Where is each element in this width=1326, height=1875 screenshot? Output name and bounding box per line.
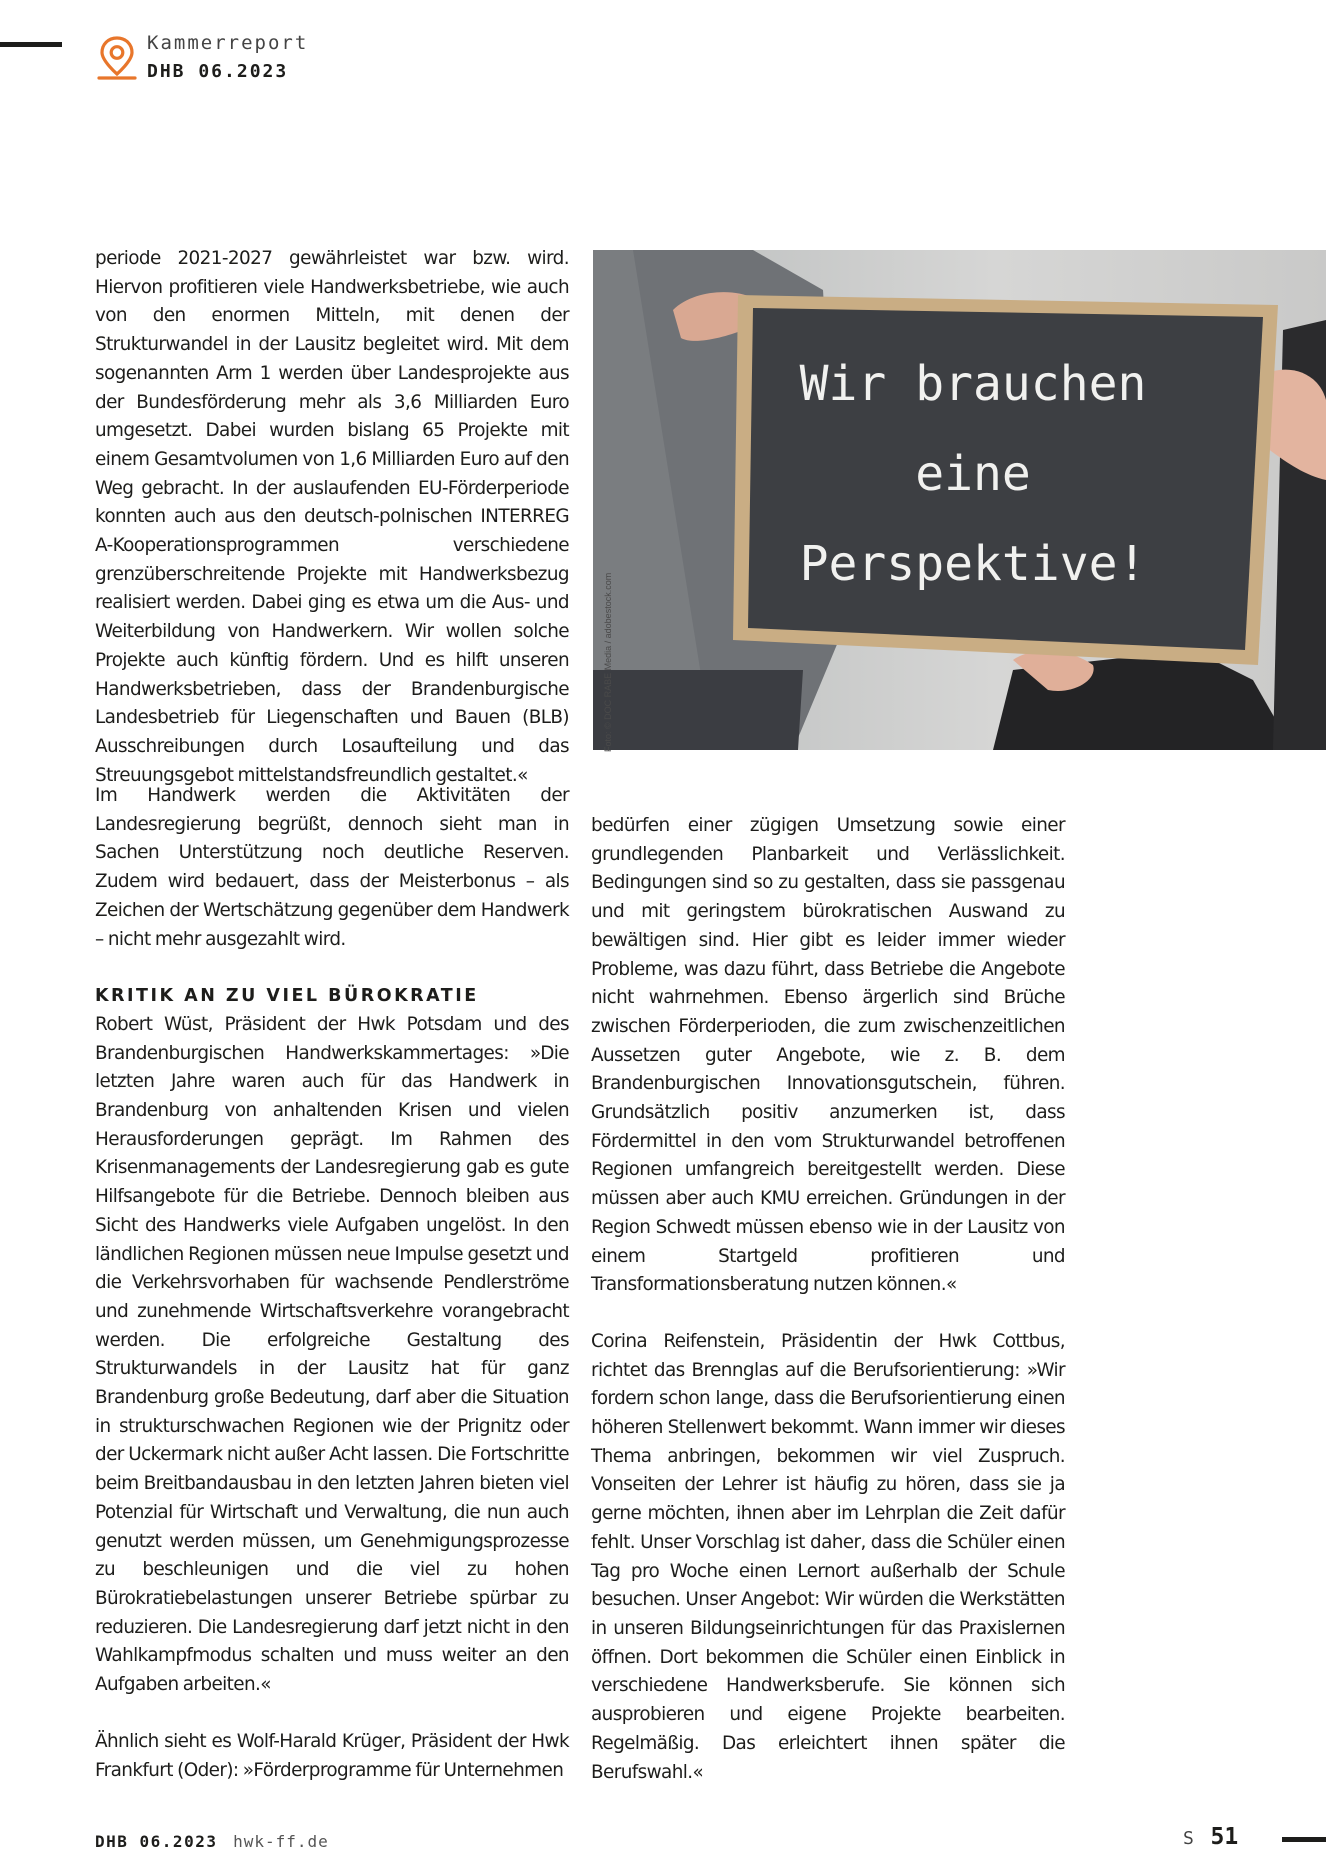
- paragraph-reifenstein: Corina Reifenstein, Präsidentin der Hwk Cottbus, richtet das Brennglas auf die Berufsorientierung: »Wir fordern schon lange, dass die Berufsorientierung einen höheren Stellenwert bekommt. Wann immer wir dieses Thema anbringen, bekommen wir viel Zuspruch. Vonseiten der Lehrer ist häufig zu hören, dass sie ja gerne möchten, ihnen aber im Lehrplan die Zeit dafür fehlt. Unser Vorschlag ist daher, dass die Schüler einen Tag pro Woche einen Lernort außerhalb der Schule besuchen. Unser Angebot: Wir würden die Werkstätten in unseren Bildungseinrichtungen für das Praxislernen öffnen. Dort bekommen die Schüler einen Einblick in verschiedene Handwerksberufe. Sie können sich ausprobieren und eigene Projekte bearbeiten. Regelmäßig. Das erleichtert ihnen später die Berufswahl.«: [591, 1330, 1065, 1783]
- sign-line-3: Perspektive!: [799, 536, 1147, 592]
- page-number-block: [1183, 1824, 1238, 1850]
- header-rule: [0, 42, 62, 47]
- chalkboard-photo: [593, 250, 1326, 750]
- sign-line-2: eine: [915, 446, 1031, 502]
- sign-line-1: Wir brauchen: [799, 356, 1147, 412]
- location-pin-icon: [96, 34, 138, 82]
- subheading: KRITIK AN ZU VIEL BÜROKRATIE: [95, 986, 479, 1007]
- paragraph-intro: Im Handwerk werden die Aktivitäten der Landesregierung begrüßt, dennoch sieht man in Sachen Unterstützung noch deutliche Reserven. Zudem wird bedauert, dass der Meisterbonus – als Zeichen der Wertschätzung gegenüber dem Handwerk – nicht mehr ausgezahlt wird.: [95, 785, 569, 950]
- footer-issue: DHB 06.2023: [95, 1832, 218, 1851]
- page-number: 51: [1210, 1824, 1239, 1850]
- footer-url: hwk-ff.de: [233, 1832, 329, 1851]
- photo-credit: Foto: © DOC RABE Media / adobestock.com: [603, 572, 613, 752]
- paragraph-krueger-continued: bedürfen einer zügigen Umsetzung sowie einer grundlegenden Planbarkeit und Verlässlichkeit. Bedingungen sind so zu gestalten, dass sie passgenau und mit geringstem bürokratischen Auswand zu bewältigen sind. Hier gibt es leider immer wieder Probleme, was dazu führt, dass Betriebe die Angebote nicht wahrnehmen. Ebenso ärgerlich sind Brüche zwischen Förderperioden, die zum zwischenzeitlichen Aussetzen guter Angebote, wie z. B. dem Brandenburgischen Innovationsgutschein, führen. Grundsätzlich positiv anzumerken ist, dass Fördermittel in den vom Strukturwandel betroffenen Regionen umfangreich bereitgestellt werden. Diese müssen aber auch KMU erreichen. Gründungen in der Region Schwedt müssen ebenso wie in der Lausitz von einem Startgeld profitieren und Transformationsberatung nutzen können.«: [591, 815, 1065, 1296]
- paragraph-wuest: Robert Wüst, Präsident der Hwk Potsdam und des Brandenburgischen Handwerkskammertages: »Die letzten Jahre waren auch für das Handwerk in Brandenburg von anhaltenden Krisen und vielen Herausforderungen geprägt. Im Rahmen des Krisenmanagements der Landesregierung gab es gute Hilfsangebote für die Betriebe. Dennoch bleiben aus Sicht des Handwerks viele Aufgaben ungelöst. In den ländlichen Regionen müssen neue Impulse gesetzt und die Verkehrsvorhaben für wachsende Pendlerströme und zunehmende Wirtschaftsverkehre vorangebracht werden. Die erfolgreiche Gestaltung des Strukturwandels in der Lausitz hat für ganz Brandenburg große Bedeutung, darf aber die Situation in strukturschwachen Regionen wie der Prignitz oder der Uckermark nicht außer Acht lassen. Die Fortschritte beim Breitbandausbau in den letzten Jahren bieten viel Potenzial für Wirtschaft und Verwaltung, die nun auch genutzt werden müssen, um Genehmigungsprozesse zu beschleunigen und die viel zu hohen Bürokratiebelastungen unserer Betriebe spürbar zu reduzieren. Die Landesregierung darf jetzt nicht in den Wahlkampfmodus schalten und muss weiter an den Aufgaben arbeiten.«: [95, 1013, 569, 1696]
- article-column-top: [95, 245, 569, 818]
- footer-rule: [1282, 1837, 1326, 1842]
- footer-left: [95, 1832, 329, 1851]
- article-photo: [593, 250, 1326, 750]
- paragraph-funding: periode 2021-2027 gewährleistet war bzw. wird. Hiervon profitieren viele Handwerksbetriebe, wie auch von den enormen Mitteln, mit denen der Strukturwandel in der Lausitz begleitet wird. Mit dem sogenannten Arm 1 werden über Landesprojekte aus der Bundesförderung mehr als 3,6 Milliarden Euro umgesetzt. Dabei wurden bislang 65 Projekte mit einem Gesamtvolumen von 1,6 Milliarden Euro auf den Weg gebracht. In der auslaufenden EU-Förderperiode konnten auch aus den deutsch-polnischen INTERREG A-Kooperationsprogrammen verschiedene grenzüberschreitende Projekte mit Handwerksbezug realisiert werden. Dabei ging es etwa um die Aus- und Weiterbildung von Handwerkern. Wir wollen solche Projekte auch künftig fördern. Und es hilft unseren Handwerksbetrieben, dass der Brandenburgische Landesbetrieb für Liegenschaften und Bauen (BLB) Ausschreibungen durch Losaufteilung und das Streuungsgebot mittelstandsfreundlich gestaltet.«: [95, 248, 569, 786]
- article-column-right: [591, 812, 1065, 1815]
- page-prefix: S: [1183, 1828, 1195, 1849]
- section-kicker: Kammerreport: [147, 32, 309, 54]
- article-column-left: [95, 782, 569, 1813]
- issue-label: DHB 06.2023: [147, 61, 289, 82]
- paragraph-krueger-start: Ähnlich sieht es Wolf-Harald Krüger, Präsident der Hwk Frankfurt (Oder): »Förderprogramme für Unternehmen: [95, 1730, 569, 1781]
